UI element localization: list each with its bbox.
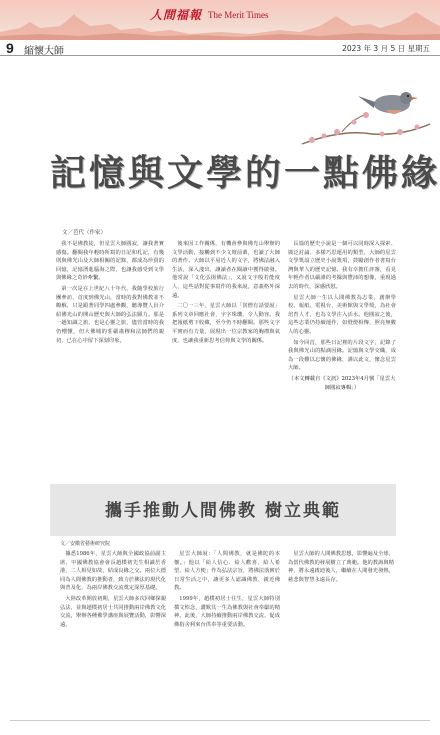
article2-paragraph: 星雲大師的人間佛教思想，影響遍及全球，為當代佛教的發展樹立了典範。他的教誨與精神，將永遠啟迪後人，繼續在人間發光發熱，慈悲與智慧永遠長存。 [288,551,394,583]
newspaper-logo: 人間福報 [150,8,203,22]
article2-column-3 [288,550,394,672]
article1-column-3 [288,240,396,478]
issue-date: 2023 年 3 月 5 日 星期五 [342,44,430,53]
article2-column-1 [60,550,166,672]
article2-paragraph: 大陸改革開放初期，星雲大師多次回鄉探親弘法，並與趙樸初居士共同推動兩岸佛教文化交流，舉辦各種佛學講座與展覽活動，影響深遠。 [60,595,166,628]
article1-paragraph: 我不是佛教徒，但星雲大師圓寂，讓我著實感傷。翻閱我年輕時所寫的日記和札記，有幾則與佛光山及大師相關的記錄，都成為珍貴的回憶，記憶湧進腦海之際，也讓我感受到文學與佛緣之奇妙牽繫。 [56,241,164,282]
article1-paragraph: 後來因工作關係，有機會參與佛光山舉辦的文學活動，接觸到不少文壇前輩，也讀了大師的著作。大師以平易近人的文字，將佛法融入生活，深入淺出，讓讀者在閱讀中獲得啟發。他常說「文化弘揚佛法」，又說文字般若能度人，這些話對從事寫作的我來說，意義格外深遠。 [172,241,280,299]
article1-column-1 [56,240,164,478]
article1-paragraph: 第一次是在上世紀八十年代，我隨學校旅行團參訪，首度到佛光山，當時的我對佛教並不瞭解，只是跟著同學四處參觀，聽導覽人員介紹佛光山的開山歷史與大師的弘法願力。那是一趟知識之旅，也是心靈之旅，儘管當時的我仍懵懂，但大佛城的莊嚴肅穆和法師們的親切，已在心中留下深刻印象。 [56,285,164,344]
article1-paragraph: 二〇一三年，星雲大師以「貧僧有話要說」系列文章回應社會，字字珠璣，令人動容。我把報紙剪下收藏，至今仍不時翻閱。那些文字平實而有力量，展現出一位宗教家的胸襟與氣度，也讓我重新思考信仰與文學的關係。 [172,303,280,344]
article2-paragraph: 據悉1986年，星雲大師與全國政協前副主席、中國佛教協會會長趙樸初先生相識於香港，二人相見如故，結成良緣之交。兩位大德同為人間佛教的推動者，致力於佛法的現代化與普及化，為兩岸佛教交流奠定深厚基礎。 [60,551,166,592]
masthead [150,6,269,23]
section-name: 縮懷大師 [24,46,64,57]
page-footer-rule [10,720,430,721]
article1-source-note: （本文轉載自《文訊》2023年4月號「星雲大師圓寂專輯」） [288,375,396,391]
page-number: 9 [6,40,14,56]
article1-byline: 文／芭代（作家） [62,230,107,236]
header-banner [0,0,440,40]
article1-paragraph: 星雲大師一生以人間佛教為志業，創辦學校、報紙、電視台、美術館與文學獎，為社會培育人才，也為文學注入活水。他圓寂之後，這些志業仍持續運作，如燈燈相傳，照亮無數人的心靈。 [288,294,396,335]
article1-paragraph: 如今回首，那些日記裡的片段文字，記錄了我與佛光山的點滴因緣。記憶與文學交織，成為一段難以忘懷的佛緣，謹以此文，懷念星雲大師。 [288,339,396,372]
bird-blossom-illustration [282,74,432,154]
article1-title: 記憶與文學的一點佛緣 [50,152,440,194]
article1-paragraph: 長篇的歷史小說是一個可以同時深入探索、廣泛討論、多樣巧思運用的類型，大師的星雲文學獎設立歷史小說獎項，鼓勵創作者書寫台灣與華人的歷史記憶，我有幸擔任評審，看見年輕作者以嚴謹的考據與豐沛的想像，重現過去的時代，深感欣慰。 [288,241,396,290]
page-info-bar [0,40,440,56]
article2-paragraph: 星雲大師說：「人間佛教，就是佛陀的本懷。」他以「給人信心、給人歡喜、給人希望、給人方便」作為弘法宗旨，將佛法落實於日常生活之中，讓更多人認識佛教、親近佛教。 [174,551,280,592]
article2-column-2 [174,550,280,672]
newspaper-tagline: The Merit Times [208,9,269,20]
article2-title: 攜手推動人間佛教 樹立典範 [105,501,341,521]
article2-paragraph: 1999年，趙樸初居士往生，星雲大師特別撰文悼念，讚歎其一生為佛教與社會奉獻的精神。此後，大師持續推動兩岸佛教交流，促成佛指舍利來台供奉等重要活動。 [174,595,280,628]
article2-byline: 文／安徽省藝術研究院 [60,541,111,547]
article1-body [56,240,396,478]
bird-icon [282,74,432,154]
article1-column-2 [172,240,280,478]
article2-body [60,550,396,672]
